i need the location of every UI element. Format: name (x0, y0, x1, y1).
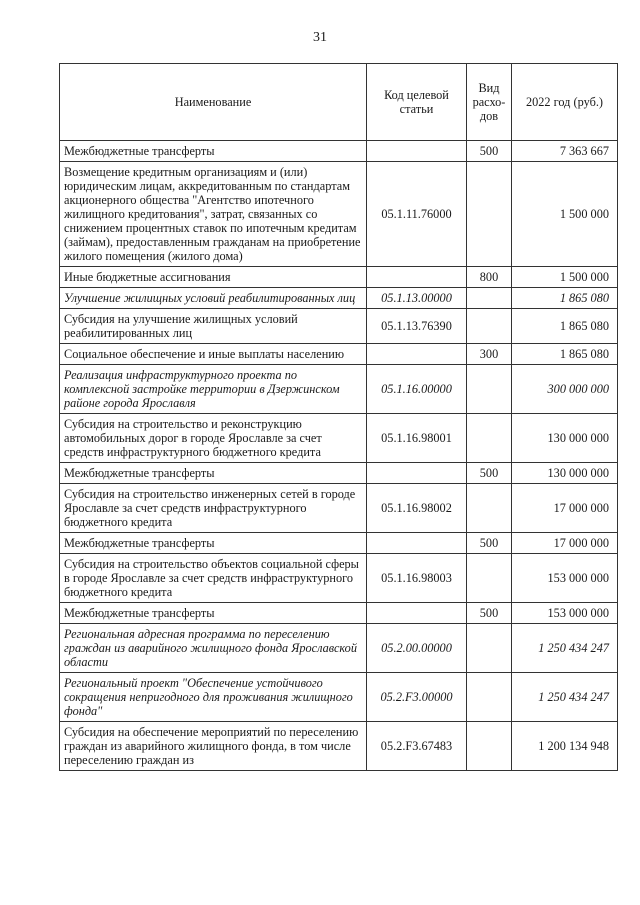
cell-code: 05.1.13.76390 (367, 309, 467, 344)
cell-amount: 1 500 000 (512, 162, 618, 267)
cell-code (367, 463, 467, 484)
cell-code: 05.1.16.98001 (367, 414, 467, 463)
header-name: Наименование (60, 64, 367, 141)
table-row (60, 309, 618, 344)
cell-amount: 1 865 080 (512, 344, 618, 365)
table-body (60, 141, 618, 771)
cell-type (467, 365, 512, 414)
cell-name: Региональная адресная программа по переселению граждан из аварийного жилищного фонда Ярославской области (60, 624, 367, 673)
cell-amount: 1 865 080 (512, 309, 618, 344)
table-header-row (60, 64, 618, 141)
cell-code: 05.1.11.76000 (367, 162, 467, 267)
cell-name: Межбюджетные трансферты (60, 463, 367, 484)
cell-type (467, 288, 512, 309)
cell-name: Субсидия на обеспечение мероприятий по переселению граждан из аварийного жилищного фонда, в том числе переселению граждан из (60, 722, 367, 771)
cell-amount: 300 000 000 (512, 365, 618, 414)
cell-type: 300 (467, 344, 512, 365)
table-row (60, 554, 618, 603)
table-row (60, 624, 618, 673)
cell-name: Улучшение жилищных условий реабилитированных лиц (60, 288, 367, 309)
cell-amount: 7 363 667 (512, 141, 618, 162)
cell-name: Субсидия на строительство объектов социальной сферы в городе Ярославле за счет средств инфраструктурного бюджетного кредита (60, 554, 367, 603)
cell-code: 05.2.F3.67483 (367, 722, 467, 771)
header-code: Код целевой статьи (367, 64, 467, 141)
table-row (60, 484, 618, 533)
page-number: 31 (313, 30, 327, 45)
cell-code (367, 344, 467, 365)
cell-code: 05.1.16.00000 (367, 365, 467, 414)
cell-name: Межбюджетные трансферты (60, 533, 367, 554)
cell-code (367, 533, 467, 554)
cell-type (467, 414, 512, 463)
cell-name: Субсидия на строительство инженерных сетей в городе Ярославле за счет средств инфраструктурного бюджетного кредита (60, 484, 367, 533)
cell-type: 500 (467, 533, 512, 554)
cell-code: 05.1.16.98003 (367, 554, 467, 603)
cell-type: 800 (467, 267, 512, 288)
header-type: Вид расхо-дов (467, 64, 512, 141)
cell-code (367, 267, 467, 288)
cell-name: Межбюджетные трансферты (60, 603, 367, 624)
table-row (60, 141, 618, 162)
cell-code: 05.2.00.00000 (367, 624, 467, 673)
table-row (60, 267, 618, 288)
table-row (60, 344, 618, 365)
cell-type (467, 624, 512, 673)
cell-type: 500 (467, 603, 512, 624)
cell-type: 500 (467, 463, 512, 484)
cell-code: 05.2.F3.00000 (367, 673, 467, 722)
cell-amount: 130 000 000 (512, 414, 618, 463)
cell-amount: 1 200 134 948 (512, 722, 618, 771)
cell-code: 05.1.13.00000 (367, 288, 467, 309)
cell-type: 500 (467, 141, 512, 162)
budget-table (59, 63, 618, 771)
cell-amount: 17 000 000 (512, 484, 618, 533)
cell-code (367, 603, 467, 624)
table-row (60, 463, 618, 484)
cell-name: Социальное обеспечение и иные выплаты населению (60, 344, 367, 365)
cell-amount: 1 250 434 247 (512, 624, 618, 673)
header-amount: 2022 год (руб.) (512, 64, 618, 141)
cell-name: Возмещение кредитным организациям и (или) юридическим лицам, аккредитованным по стандартам акционерного общества "Агентство ипотечного жилищного кредитования", затрат, связанных со снижением процентных ставок по ипотечным кредитам (займам), предоставленным гражданам на приобретение жилого помещения (жилого дома) (60, 162, 367, 267)
cell-code: 05.1.16.98002 (367, 484, 467, 533)
table-row (60, 365, 618, 414)
table-row (60, 414, 618, 463)
cell-type (467, 673, 512, 722)
cell-code (367, 141, 467, 162)
table-row (60, 288, 618, 309)
cell-amount: 17 000 000 (512, 533, 618, 554)
cell-name: Иные бюджетные ассигнования (60, 267, 367, 288)
cell-name: Субсидия на строительство и реконструкцию автомобильных дорог в городе Ярославле за счет средств инфраструктурного бюджетного кредита (60, 414, 367, 463)
cell-type (467, 722, 512, 771)
cell-amount: 1 250 434 247 (512, 673, 618, 722)
cell-amount: 153 000 000 (512, 603, 618, 624)
cell-name: Межбюджетные трансферты (60, 141, 367, 162)
cell-name: Региональный проект "Обеспечение устойчивого сокращения непригодного для проживания жилищного фонда" (60, 673, 367, 722)
table-row (60, 162, 618, 267)
cell-type (467, 554, 512, 603)
cell-type (467, 162, 512, 267)
cell-amount: 153 000 000 (512, 554, 618, 603)
cell-type (467, 484, 512, 533)
cell-type (467, 309, 512, 344)
table-row (60, 722, 618, 771)
cell-amount: 1 500 000 (512, 267, 618, 288)
table-row (60, 533, 618, 554)
cell-amount: 1 865 080 (512, 288, 618, 309)
cell-amount: 130 000 000 (512, 463, 618, 484)
cell-name: Реализация инфраструктурного проекта по комплексной застройке территории в Дзержинском районе города Ярославля (60, 365, 367, 414)
cell-name: Субсидия на улучшение жилищных условий реабилитированных лиц (60, 309, 367, 344)
table-row (60, 673, 618, 722)
table-row (60, 603, 618, 624)
